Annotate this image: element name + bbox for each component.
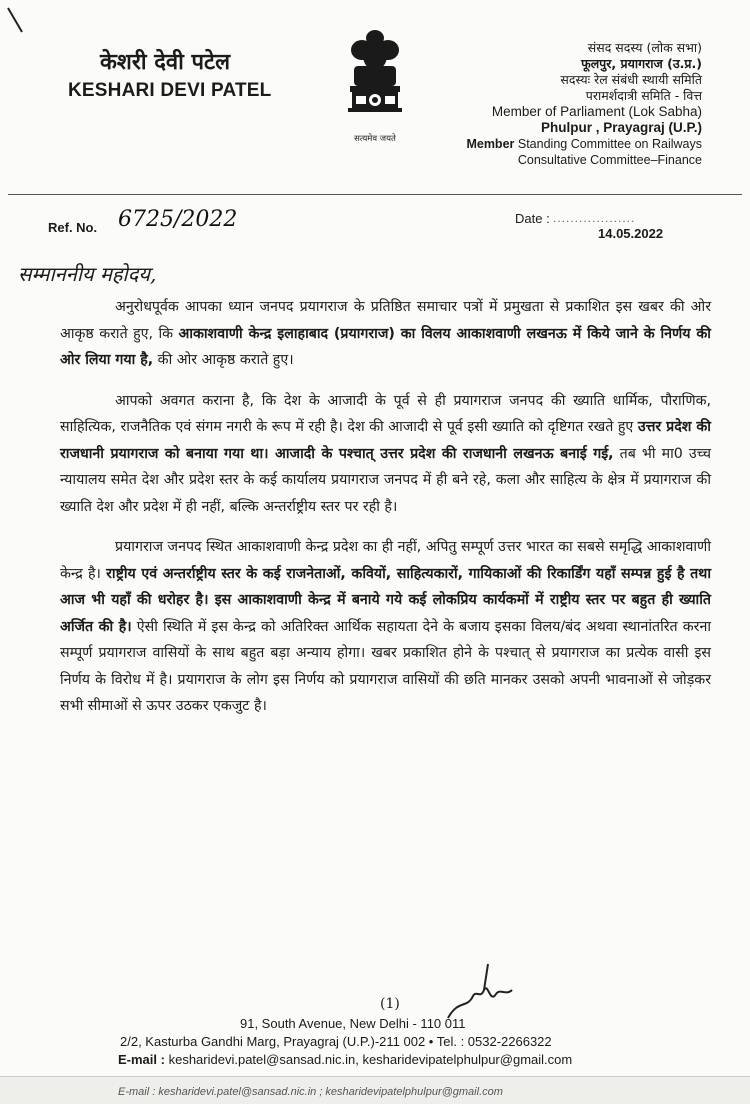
- salutation: सम्माननीय महोदय,: [18, 262, 157, 286]
- emblem-motto: सत्यमेव जयते: [354, 134, 396, 144]
- paragraph-text: अनुरोधपूर्वक आपका ध्यान जनपद प्रयागराज के प्रतिष्ठित समाचार पत्रों में प्रमुखता से प्रकाशित इस खबर की ओर आकृष्ठ कराते हुए, कि: [60, 299, 711, 342]
- paragraph-bold-text: राष्ट्रीय एवं अन्तर्राष्ट्रीय स्तर के कई राजनेताओं, कवियों, साहित्यकारों, गायिकाओं की रिकार्डिंग यहाँ सम्पन्न हुई है तथा आज भी यहाँ की धरोहर है। इस आकाशवाणी केन्द्र में बनाये गये कई लोकप्रिय कार्यकमों में राष्ट्रीय स्तर पर बहुत ही ख्याति अर्जित की है।: [60, 565, 711, 635]
- designation-line: Consultative Committee–Finance: [517, 153, 702, 167]
- date-label: Date :: [515, 211, 550, 226]
- paragraph-3: [60, 534, 711, 720]
- paragraph-text: ऐसी स्थिति में इस केन्द्र को अतिरिक्त आर्थिक सहायता देने के बजाय इसका विलय/बंद अथवा स्थानांतरित करना सम्पूर्ण प्रयागराज वासियों के साथ बहुत बड़ा अन्याय होगा। खबर प्रकाशित होने के पश्चात् से प्रयागराज का प्रत्येक वासी इस निर्णय के विरोध में है। प्रयागराज के लोग इस निर्णय को प्रयागराज वासियों की छति मानकर उसको अपनी भावनाओं से जोड़कर सभी सीमाओं से ऊपर उठकर एकजुट है।: [60, 618, 711, 714]
- date-dots: ...................: [553, 211, 636, 225]
- lion-capital-icon: [340, 26, 410, 126]
- footer-address-line: 91, South Avenue, New Delhi - 110 011: [240, 1016, 466, 1031]
- sender-name-english: KESHARI DEVI PATEL: [68, 80, 272, 101]
- letter-body: [60, 294, 712, 734]
- national-emblem-logo: [340, 26, 410, 144]
- designation-line: Phulpur , Prayagraj (U.P.): [540, 120, 702, 135]
- paragraph-text: प्रयागराज जनपद स्थित आकाशवाणी केन्द्र प्रदेश का ही नहीं, अपितु सम्पूर्ण उत्तर भारत का सबसे समृद्धि आकाशवाणी केन्द्र है।: [60, 539, 711, 582]
- designation-line: सदस्यः रेल संबंधी स्थायी समिति: [560, 72, 702, 87]
- corner-pen-mark: [6, 6, 26, 34]
- paragraph-bold-text: आकाशवाणी केन्द्र इलाहाबाद (प्रयागराज) का विलय आकाशवाणी लखनऊ में किये जाने के निर्णय की ओर लिया गया है,: [60, 325, 711, 368]
- strip-email-text: E-mail : kesharidevi.patel@sansad.nic.in ; kesharidevipatelphulpur@gmail.com: [118, 1086, 503, 1098]
- header-divider: [8, 194, 742, 195]
- paragraph-text: की ओर आकृष्ठ कराते हुए।: [157, 352, 294, 368]
- page-number-mark: (1): [380, 996, 400, 1012]
- designation-line: संसद सदस्य (लोक सभा): [587, 40, 702, 55]
- email-label: E-mail :: [118, 1052, 165, 1067]
- footer-address-line: 2/2, Kasturba Gandhi Marg, Prayagraj (U.P.)-211 002 • Tel. : 0532-2266322: [120, 1034, 552, 1049]
- sender-name-hindi: केशरी देवी पटेल: [100, 50, 230, 75]
- date-value: 14.05.2022: [598, 226, 664, 241]
- email-value: kesharidevi.patel@sansad.nic.in, kesharidevipatelphulpur@gmail.com: [168, 1052, 573, 1067]
- paragraph-text: आपको अवगत कराना है, कि देश के आजादी के पूर्व से ही प्रयागराज जनपद की ख्याति धार्मिक, पौराणिक, साहित्यिक, राजनैतिक एवं संगम नगरी के रूप में रही है। देश की आजादी से पूर्व इसी ख्याति को दृष्टिगत रखते हुए: [60, 392, 711, 435]
- paragraph-text: तब भी मा0 उच्च न्यायालय समेत देश और प्रदेश स्तर के कई कार्यालय प्रयागराज जनपद में ही बने रहे, कला और साहित्य के क्षेत्र में प्रयागराज की ख्याति देश और प्रदेश में ही नहीं, बल्कि अन्तर्राष्ट्रीय स्तर पर रही है।: [60, 445, 712, 515]
- paragraph-2: [60, 388, 711, 521]
- ref-number: 6725/2022: [118, 207, 238, 232]
- member-label: Member: [466, 137, 515, 151]
- paragraph-1: [60, 294, 711, 374]
- footer-email: [118, 1052, 572, 1067]
- designation-block: [466, 40, 702, 168]
- designation-line: परामर्शदात्री समिति - वित्त: [585, 88, 702, 103]
- designation-line: फूलपुर, प्रयागराज (उ.प्र.): [581, 56, 702, 71]
- designation-line: Member of Parliament (Lok Sabha): [491, 104, 702, 119]
- ref-label: Ref. No.: [48, 220, 98, 235]
- paragraph-bold-text: उत्तर प्रदेश की राजधानी प्रयागराज को बनाया गया था। आजादी के पश्चात् उत्तर प्रदेश की राजधानी लखनऊ बनाई गई,: [60, 419, 711, 462]
- designation-line: Standing Committee on Railways: [517, 137, 702, 151]
